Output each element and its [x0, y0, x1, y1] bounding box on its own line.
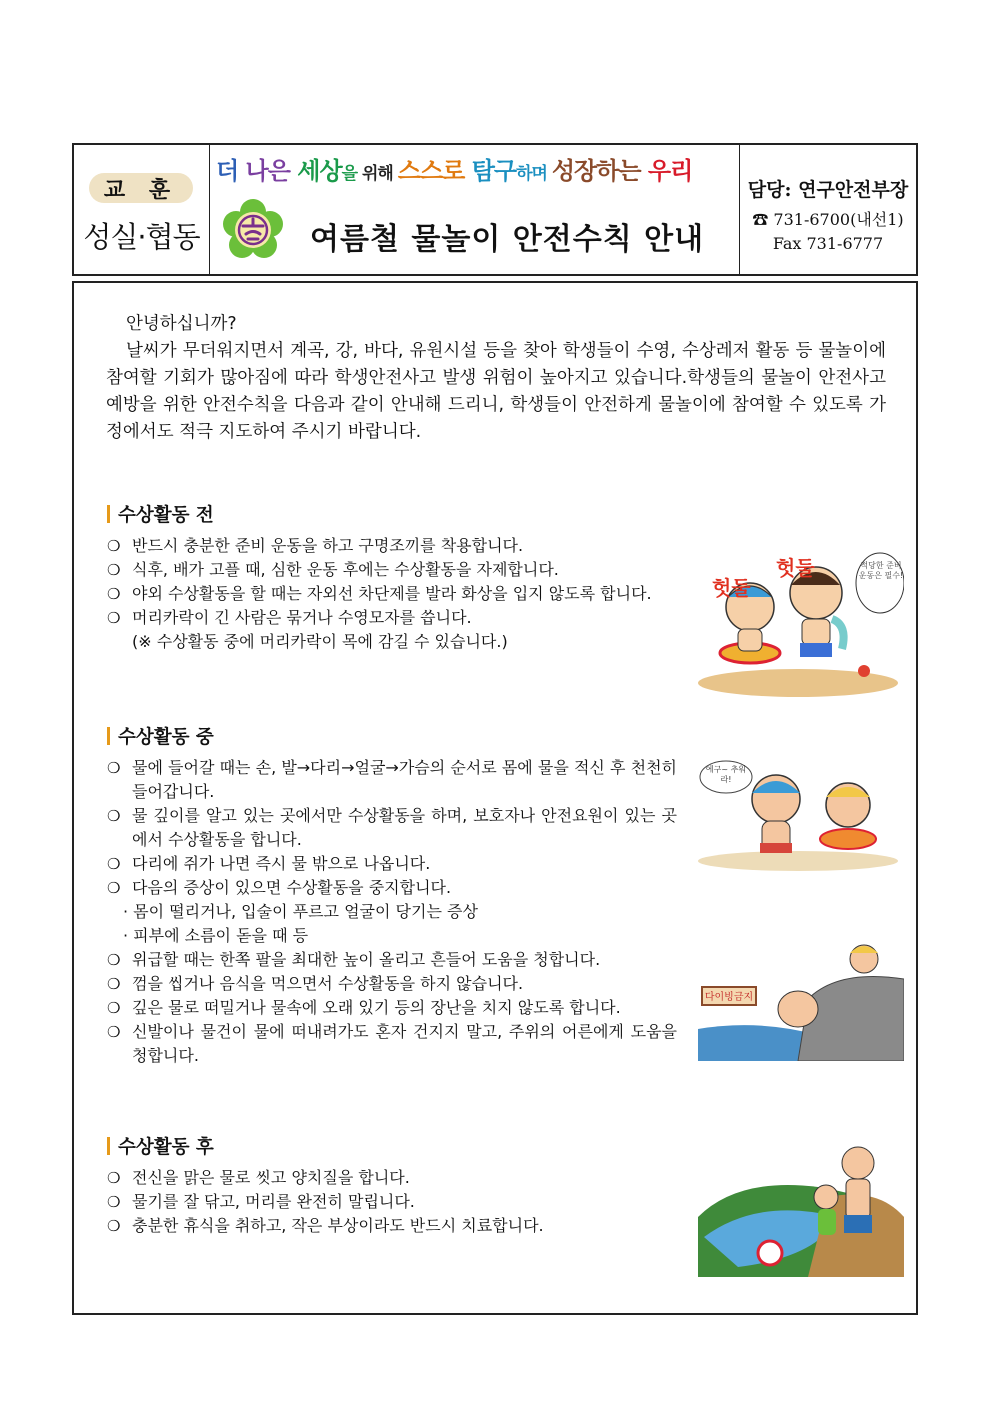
- slogan-part: 스스로: [397, 157, 472, 185]
- list-item-text: 다리에 쥐가 나면 즉시 물 밖으로 나옵니다.: [132, 854, 431, 873]
- list-item-text: 물기를 잘 닦고, 머리를 완전히 말립니다.: [132, 1192, 415, 1211]
- list-item-text: 전신을 맑은 물로 씻고 양치질을 합니다.: [132, 1168, 410, 1187]
- greeting: 안녕하십니까?: [126, 314, 237, 334]
- list-item: [107, 1166, 677, 1190]
- after-list: [107, 1166, 677, 1238]
- illus-text-1: 헛둘: [712, 576, 751, 600]
- phone-number: 731-6700(내선1): [773, 210, 904, 229]
- sub-item: · 피부에 소름이 돋을 때 등: [123, 926, 309, 945]
- illus-text-2: 헛둘: [776, 556, 815, 580]
- intro-paragraph: 날씨가 무더워지면서 계곡, 강, 바다, 유원시설 등을 찾아 학생들이 수영, 수상레저 활동 등 물놀이에 참여할 기회가 많아짐에 따라 학생안전사고 발생 위험이 높아지고 있습니다.학생들의 물놀이 안전사고 예방을 위한 안전수칙을 다음과 같이 안내해 드리니, 학생들이 안전하게 물놀이에 참여할 수 있도록 가정에서도 적극 지도하여 주시기 바랍니다.: [106, 341, 886, 442]
- list-item-text: 위급할 때는 한쪽 팔을 최대한 높이 올리고 흔들어 도움을 청합니다.: [132, 950, 601, 969]
- section-title-text: 수상활동 전: [118, 505, 214, 526]
- slogan-part: 성장하는: [551, 157, 648, 185]
- bullet-icon: ❍: [107, 561, 121, 579]
- list-item-text: 물에 들어갈 때는 손, 발→다리→얼굴→가슴의 순서로 몸에 물을 적신 후 천천히 들어갑니다.: [132, 758, 677, 801]
- diving-illustration: [698, 939, 904, 1061]
- manager: 담당: 연구안전부장: [747, 179, 909, 201]
- list-item-text: 신발이나 물건이 물에 떠내려가도 혼자 건지지 말고, 주위의 어른에게 도움을 청합니다.: [132, 1022, 677, 1065]
- accent-bar: [107, 505, 110, 523]
- list-item: [107, 1190, 677, 1214]
- list-item: [107, 804, 677, 852]
- motto-label: 교 훈: [89, 173, 193, 203]
- accent-bar: [107, 1137, 110, 1155]
- list-item: [107, 972, 677, 996]
- list-item-text: 충분한 휴식을 취하고, 작은 부상이라도 반드시 치료합니다.: [132, 1216, 544, 1235]
- school-slogan: [216, 151, 692, 186]
- section-title: [107, 1133, 677, 1159]
- phone-icon: ☎: [752, 210, 769, 229]
- list-item: [107, 606, 677, 630]
- fax-number: Fax 731-6777: [772, 234, 884, 253]
- slogan-part: 을: [341, 164, 362, 184]
- intro: [106, 311, 886, 446]
- slogan-part: 위해: [362, 164, 398, 184]
- bullet-icon: ❍: [107, 585, 121, 603]
- slogan-part: 더: [216, 157, 246, 185]
- section-after: [107, 1133, 677, 1238]
- list-item: [107, 534, 677, 558]
- slogan-part: 탐구: [471, 157, 517, 185]
- section-title: [107, 723, 677, 749]
- list-item-text: 야외 수상활동을 할 때는 자외선 차단제를 발라 화상을 입지 않도록 합니다.: [132, 584, 652, 603]
- note: (※ 수상활동 중에 머리카락이 목에 감길 수 있습니다.): [132, 632, 508, 651]
- list-item-text: 다음의 증상이 있으면 수상활동을 중지합니다.: [132, 878, 452, 897]
- bullet-icon: ❍: [107, 1169, 121, 1187]
- accent-bar: [107, 727, 110, 745]
- bullet-icon: ❍: [107, 759, 121, 777]
- contact-cell: [740, 145, 916, 274]
- before-list: [107, 534, 677, 630]
- section-during: [107, 723, 677, 1068]
- warmup-illustration: [698, 545, 904, 697]
- section-title-text: 수상활동 중: [118, 727, 214, 748]
- bullet-icon: ❍: [107, 1193, 121, 1211]
- list-item: [107, 948, 677, 972]
- list-item: [107, 558, 677, 582]
- list-item: [107, 1020, 677, 1068]
- bullet-icon: ❍: [107, 807, 121, 825]
- phone-line: [740, 207, 916, 230]
- bullet-icon: ❍: [107, 1217, 121, 1235]
- slogan-part: 하며: [516, 164, 552, 184]
- bullet-icon: ❍: [107, 879, 121, 897]
- list-item-text: 껌을 씹거나 음식을 먹으면서 수상활동을 하지 않습니다.: [132, 974, 524, 993]
- during-list: [107, 756, 677, 1068]
- cold-kids-illustration: [698, 755, 904, 871]
- section-title: [107, 501, 677, 527]
- bullet-icon: ❍: [107, 999, 121, 1017]
- diving-sign: 다이빙금지: [704, 992, 754, 1003]
- list-item: [107, 582, 677, 606]
- bullet-icon: ❍: [107, 1023, 121, 1041]
- section-before: [107, 501, 677, 654]
- warmup-bubble: 적당한 준비 운동은 필수!: [858, 561, 904, 580]
- after-swim-illustration: [698, 1137, 904, 1277]
- document-title: 여름철 물놀이 안전수칙 안내: [310, 222, 705, 257]
- list-item: [107, 852, 677, 876]
- slogan-part: 세상: [297, 157, 342, 185]
- content-box: [72, 281, 918, 1315]
- list-item-text: 머리카락이 긴 사람은 묶거나 수영모자를 씁니다.: [132, 608, 472, 627]
- list-item-text: 물 깊이를 알고 있는 곳에서만 수상활동을 하며, 보호자나 안전요원이 있는 곳에서 수상활동을 합니다.: [132, 806, 677, 849]
- list-item-text: 깊은 물로 떠밀거나 물속에 오래 있기 등의 장난을 치지 않도록 합니다.: [132, 998, 621, 1017]
- list-item: [107, 996, 677, 1020]
- slogan-part: 우리: [647, 157, 693, 185]
- slogan-part: 나은: [245, 157, 298, 185]
- list-item: [107, 756, 677, 804]
- sub-item: · 몸이 떨리거나, 입술이 푸르고 얼굴이 당기는 증상: [123, 902, 478, 921]
- list-item-text: 식후, 배가 고플 때, 심한 운동 후에는 수상활동을 자제합니다.: [132, 560, 559, 579]
- school-logo-icon: [222, 199, 284, 261]
- cold-bubble: 에구~ 추워라!: [705, 765, 747, 784]
- bullet-icon: ❍: [107, 951, 121, 969]
- header-table: [72, 143, 918, 276]
- section-title-text: 수상활동 후: [118, 1137, 214, 1158]
- list-item: [107, 1214, 677, 1238]
- bullet-icon: ❍: [107, 537, 121, 555]
- bullet-icon: ❍: [107, 975, 121, 993]
- list-item: [107, 876, 677, 900]
- title-cell: [210, 145, 740, 274]
- bullet-icon: ❍: [107, 855, 121, 873]
- school-motto: 성실·협동: [83, 220, 200, 254]
- bullet-icon: ❍: [107, 609, 121, 627]
- motto-cell: [74, 145, 210, 274]
- list-item-text: 반드시 충분한 준비 운동을 하고 구명조끼를 착용합니다.: [132, 536, 524, 555]
